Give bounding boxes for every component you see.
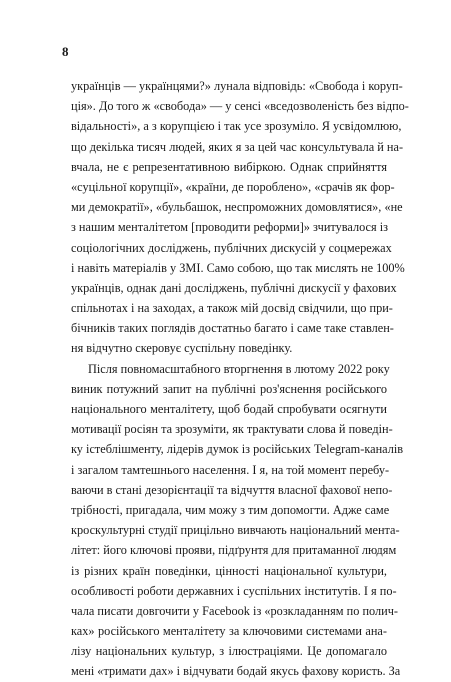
text-line: особливості роботи державних і суспільних інститутів. І я по-	[71, 583, 397, 598]
text-line: виник потужний запит на публічні роз'яснення російського	[71, 381, 387, 396]
body-text	[71, 76, 409, 682]
text-line: кроскультурні студії прицільно вивчають національний мента-	[71, 523, 400, 538]
paragraph-start-line: Після повномасштабного вторгнення в лютому 2022 року	[88, 361, 390, 376]
text-line: і загалом тамтешнього населення. І я, на той момент перебу-	[71, 462, 390, 477]
text-line: мотивації росіян та зрозуміти, як трактувати слова й поведін-	[71, 422, 393, 437]
text-line: ках» російського менталітету за ключовими системами ана-	[71, 624, 387, 639]
text-line: ку істеблішменту, лідерів думок із російських Telegram-каналів	[71, 442, 404, 457]
text-line: що декілька тисяч людей, яких я за цей час консультувала й на-	[71, 139, 404, 154]
text-line: літет: його ключові прояви, підґрунтя для притаманної людям	[71, 543, 397, 558]
text-line: із різних країн поведінки, цінності національної культури,	[71, 563, 387, 578]
text-line: вчала, не є репрезентативною вибіркою. Однак сприйняття	[71, 159, 387, 174]
text-line: українців, однак дані досліджень, публічні дискусії у фахових	[71, 280, 397, 295]
text-line: соціологічних досліджень, публічних дискусій у соцмережах	[71, 240, 392, 255]
text-line: і навіть матеріалів у ЗМІ. Само собою, що так мислять не 100%	[71, 260, 405, 275]
text-line: національного менталітету, щоб бодай спробувати осягнути	[71, 402, 387, 416]
page-number: 8	[62, 44, 69, 59]
text-line: відальності», а з корупцією і так усе зрозуміло. Я усвідомлюю,	[71, 119, 402, 134]
text-line: з нашим менталітетом [проводити реформи]» зчитувалося із	[71, 220, 389, 235]
text-line: мені «тримати дах» і відчувати бодай якусь фахову користь. За	[71, 664, 401, 679]
text-line: «суцільної корупції», «країни, де пороблено», «срачів як фор-	[71, 179, 395, 194]
text-line: ми демократії», «бульбашок, неспроможних домовлятися», «не	[71, 200, 403, 215]
text-line: чала писати довгочити у Facebook із «розкладанням по полич-	[71, 603, 399, 618]
text-line: спільнотах і на заходах, а також мій досвід свідчили, що при-	[71, 301, 393, 316]
paragraph-end-line: ня відчутно скеровує суспільну поведінку.	[71, 341, 293, 356]
text-line: бічників таких поглядів достатньо багато і саме таке ставлен-	[71, 321, 394, 336]
text-line: лізу національних культур, з ілюстраціями. Це допомагало	[71, 644, 387, 659]
text-line: ваючи в стані дезорієнтації та відчуття власної фахової непо-	[71, 482, 393, 497]
text-line: ція». До того ж «свобода» — у сенсі «вседозволеність без відпо-	[71, 99, 409, 114]
text-line: українців — українцями?» лунала відповідь: «Свобода і коруп-	[71, 79, 403, 93]
text-line: трібності, пригадала, чим можу з тим допомогти. Адже саме	[71, 502, 390, 517]
